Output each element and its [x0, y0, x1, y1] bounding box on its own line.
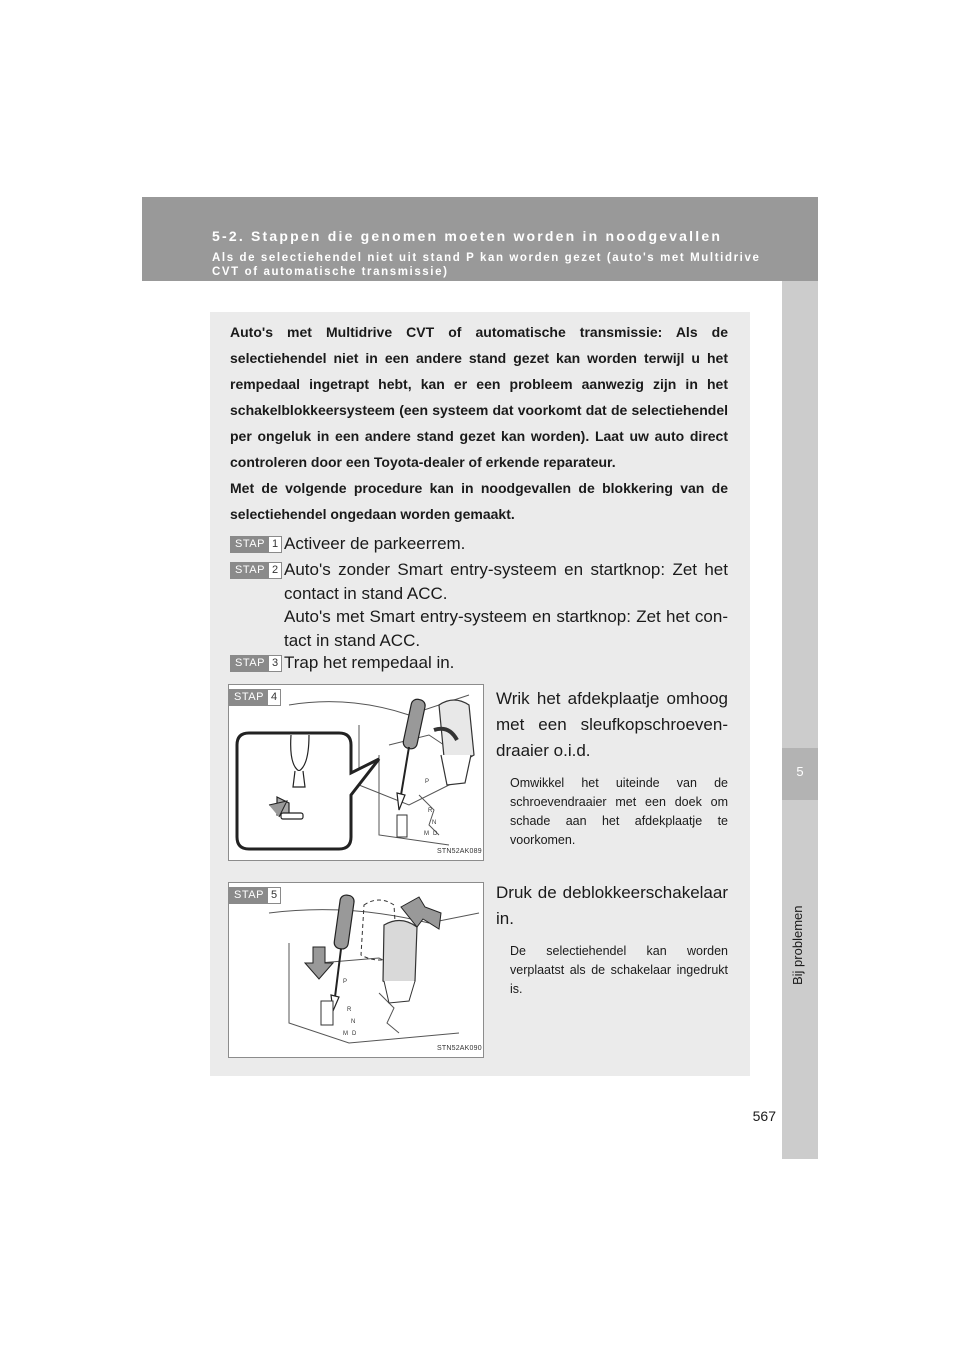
shift-cover-removal-drawing — [229, 685, 483, 860]
step-badge-label: STAP — [231, 537, 269, 552]
step-badge — [230, 536, 282, 553]
step-badge-number: 2 — [269, 563, 281, 578]
chapter-side-tab[interactable] — [782, 281, 818, 1159]
step-badge-label: STAP — [231, 656, 269, 671]
gear-label-m: M — [343, 1031, 348, 1037]
image-code: STN52AK090 — [437, 1045, 482, 1052]
step-2-text-a: Auto's zonder Smart entry-systeem en startknop: Zet het contact in stand ACC. — [284, 560, 728, 603]
step-4-note: Omwikkel het uiteinde van de schroevendraaier met een doek om schade aan het afdekplaatje te voorkomen. — [510, 776, 728, 847]
gear-label-p: P — [425, 779, 430, 785]
section-title: 5-2. Stappen die genomen moeten worden in noodgevallen — [212, 228, 723, 244]
step-badge-label: STAP — [230, 690, 268, 705]
step-badge — [230, 562, 282, 579]
release-switch-drawing — [229, 883, 483, 1057]
step-5-note: De selectiehendel kan worden verplaatst als de schakelaar ingedrukt is. — [510, 944, 728, 996]
step-5-illustration — [228, 882, 484, 1058]
gear-label-p: P — [343, 979, 348, 985]
step-badge-label: STAP — [231, 563, 269, 578]
intro-paragraph-2: Met de volgende procedure kan in noodgevallen de blokkering van de selectiehendel ongedaan worden gemaakt. — [230, 480, 728, 522]
step-badge — [230, 655, 282, 672]
step-badge-number: 3 — [269, 656, 281, 671]
step-4-instructions — [496, 686, 728, 850]
intro-text — [230, 319, 728, 527]
step-badge-label: STAP — [230, 888, 268, 903]
step-4-main-text: Wrik het afdekplaatje omhoog met een sleufkopschroeven-draaier o.i.d. — [496, 689, 728, 760]
step-2-text-b: Auto's met Smart entry-systeem en startknop: Zet het con-tact in stand ACC. — [284, 607, 728, 650]
step-2 — [230, 558, 728, 652]
step-badge-number: 5 — [268, 888, 280, 903]
gear-label-m: M — [424, 831, 429, 837]
gear-label-r: R — [347, 1007, 352, 1013]
step-5-main-text: Druk de deblokkeerschakelaar in. — [496, 883, 728, 928]
page-number: 567 — [752, 1108, 776, 1124]
step-1 — [230, 532, 728, 558]
step-3-text: Trap het rempedaal in. — [284, 653, 455, 672]
step-3 — [230, 651, 728, 677]
intro-paragraph-1: Auto's met Multidrive CVT of automatische transmissie: Als de selectiehendel niet in een andere stand gezet kan worden terwijl u het rempedaal ingetrapt hebt, kan er een probleem aanwezig zijn in het schakelblokkeersysteem (een systeem dat voorkomt dat de selectiehendel per ongeluk in een andere stand gezet kan worden). Laat uw auto direct controleren door een Toyota-dealer of erkende reparateur. — [230, 324, 728, 470]
gear-label-d: D — [352, 1031, 357, 1037]
chapter-label: Bij problemen — [790, 905, 805, 985]
image-code: STN52AK089 — [437, 848, 482, 855]
step-4-illustration — [228, 684, 484, 861]
gear-label-d: D — [433, 831, 438, 837]
step-badge-number: 1 — [269, 537, 281, 552]
chapter-number: 5 — [796, 764, 804, 779]
step-1-text: Activeer de parkeerrem. — [284, 534, 466, 553]
section-subtitle: Als de selectiehendel niet uit stand P kan worden gezet (auto's met Multidrive CVT of automatische transmissie) — [212, 252, 761, 278]
step-badge-number: 4 — [268, 690, 280, 705]
step-5-instructions — [496, 880, 728, 999]
gear-label-n: N — [351, 1019, 356, 1025]
gear-label-r: R — [428, 808, 433, 814]
gear-label-n: N — [432, 820, 437, 826]
